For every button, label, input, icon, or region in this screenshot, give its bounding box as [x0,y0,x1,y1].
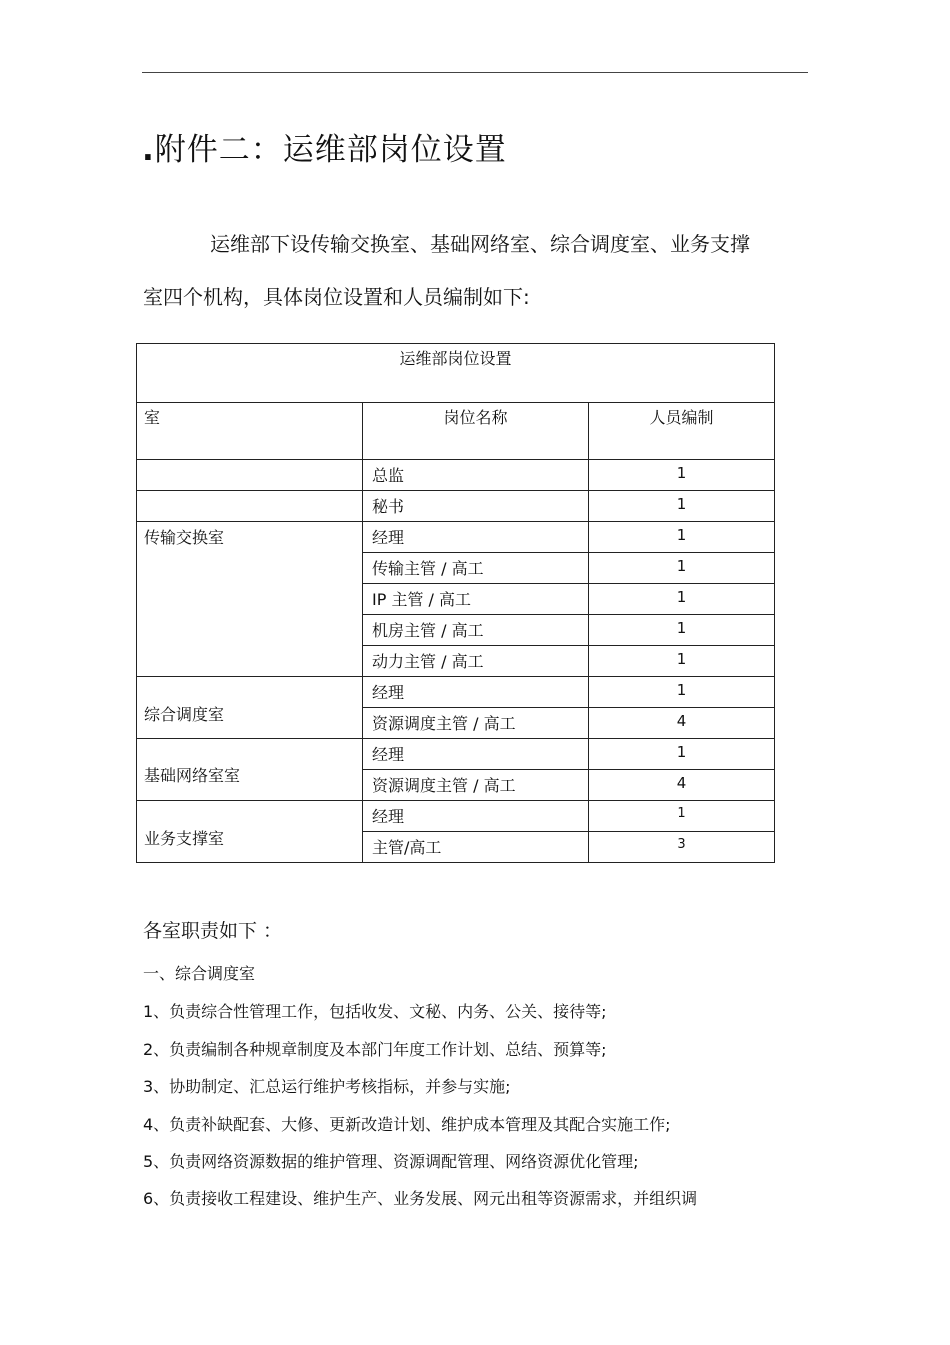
table-row [137,801,775,832]
position-cell: 资源调度主管 / 高工 [363,770,589,801]
dept-cell: 综合调度室 [137,677,363,739]
duties-heading: 各室职责如下 ： [143,920,283,942]
count-cell: 1 [589,584,775,615]
position-cell: 动力主管 / 高工 [363,646,589,677]
position-table [136,343,775,863]
table-row [137,522,775,553]
header-position: 岗位名称 [363,403,589,460]
count-cell: 1 [589,739,775,770]
dept-cell: 业务支撑室 [137,801,363,863]
duty-item: 4、负责补缺配套、大修、更新改造计划、维护成本管理及其配合实施工作; [143,1115,671,1134]
count-cell: 1 [589,677,775,708]
page-title [142,124,507,169]
duty-item: 6、负责接收工程建设、维护生产、业务发展、网元出租等资源需求，并组织调 [143,1189,698,1208]
position-cell: 秘书 [363,491,589,522]
title-text: 附件二：运维部岗位设置 [154,132,507,168]
position-cell: 经理 [363,677,589,708]
table-row [137,739,775,770]
title-dot: . [142,132,155,168]
position-cell: 主管/高工 [363,832,589,863]
table-row [137,491,775,522]
intro-line-1: 运维部下设传输交换室、基础网络室、综合调度室、业务支撑 [210,232,750,256]
duty-item: 5、负责网络资源数据的维护管理、资源调配管理、网络资源优化管理; [143,1152,639,1171]
header-dept: 室 [137,403,363,460]
position-cell: 经理 [363,522,589,553]
count-cell: 3 [589,832,775,863]
position-cell: 经理 [363,739,589,770]
table-header-row [137,403,775,460]
count-cell: 1 [589,522,775,553]
count-cell: 1 [589,615,775,646]
header-count: 人员编制 [589,403,775,460]
dept-cell: 传输交换室 [137,522,363,677]
count-cell: 4 [589,770,775,801]
count-cell: 4 [589,708,775,739]
table-caption: 运维部岗位设置 [137,344,775,403]
position-cell: 机房主管 / 高工 [363,615,589,646]
position-cell: 经理 [363,801,589,832]
count-cell: 1 [589,801,775,832]
dept-cell: 基础网络室室 [137,739,363,801]
intro-line-2: 室四个机构，具体岗位设置和人员编制如下: [143,285,530,309]
position-cell: 传输主管 / 高工 [363,553,589,584]
position-cell: 资源调度主管 / 高工 [363,708,589,739]
duty-item: 2、负责编制各种规章制度及本部门年度工作计划、总结、预算等; [143,1040,607,1059]
duty-item: 1、负责综合性管理工作，包括收发、文秘、内务、公关、接待等; [143,1002,607,1021]
header-rule [142,72,808,73]
count-cell: 1 [589,553,775,584]
table-row [137,677,775,708]
dept-cell [137,460,363,491]
duty-item: 3、协助制定、汇总运行维护考核指标，并参与实施; [143,1077,511,1096]
position-cell: IP 主管 / 高工 [363,584,589,615]
duties-section-title: 一、综合调度室 [143,964,256,983]
count-cell: 1 [589,491,775,522]
count-cell: 1 [589,646,775,677]
table-row [137,460,775,491]
count-cell: 1 [589,460,775,491]
dept-cell [137,491,363,522]
position-cell: 总监 [363,460,589,491]
